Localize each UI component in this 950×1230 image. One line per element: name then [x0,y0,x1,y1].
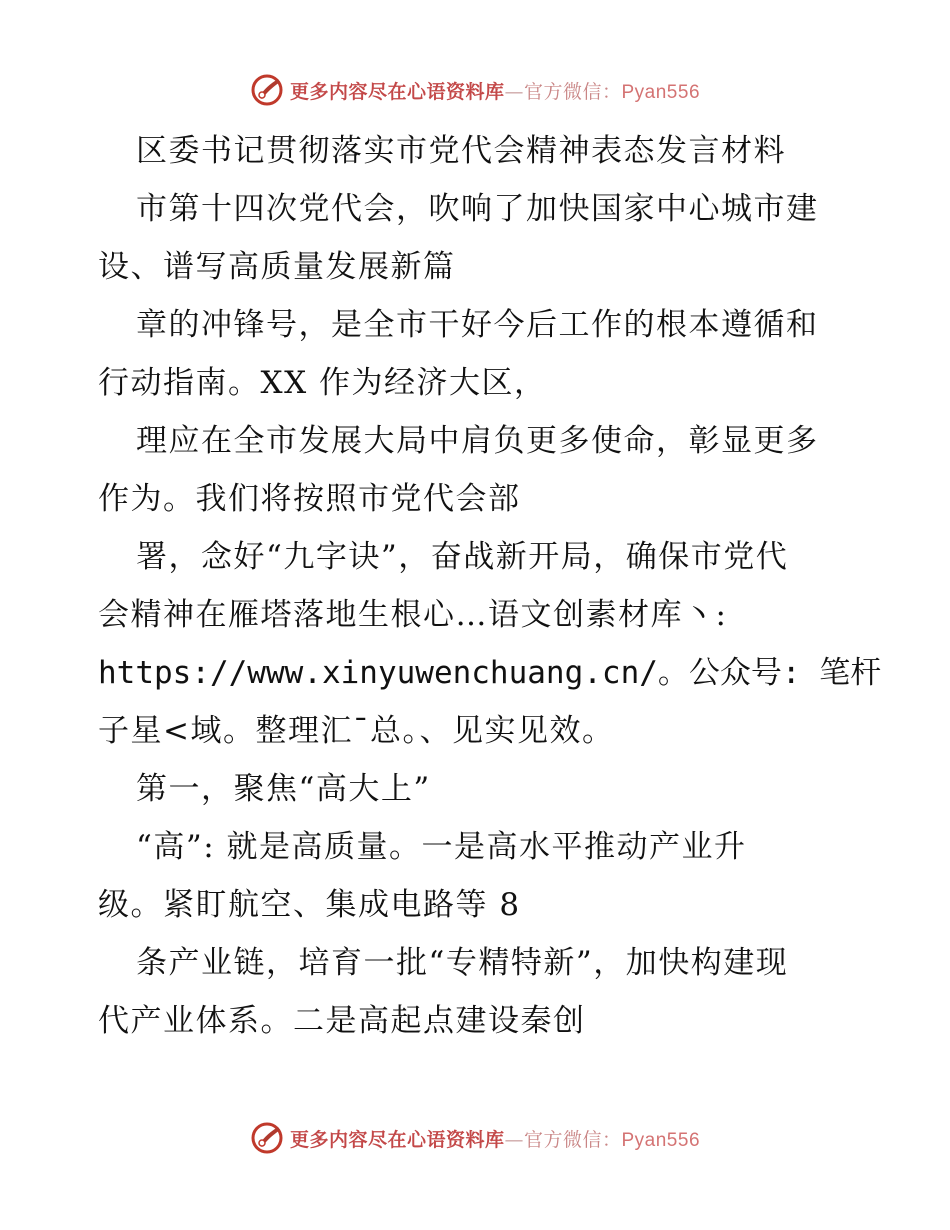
paragraph-line: 代产业体系。二是高起点建设秦创 [98,1003,586,1039]
section-heading: 第一，聚焦“高大上” [136,771,431,807]
paragraph-line: “高”: 就是高质量。一是高水平推动产业升 [136,829,747,865]
paragraph-line: 市第十四次党代会，吹响了加快国家中心城市建 [136,191,819,227]
paragraph-line: 章的冲锋号，是全市干好今后工作的根本遵循和 [136,307,819,343]
footer-banner-text [290,1125,700,1152]
url-line: https://www.xinyuwenchuang.cn/。公众号: 笔杆 [98,655,882,691]
header-brand: 更多内容尽在心语资料库 [289,80,505,103]
footer-wechat-id: Pyan556 [621,1129,701,1151]
footer-wechat-label: 官方微信： [523,1128,622,1151]
paragraph-line: 设、谱写高质量发展新篇 [98,249,456,285]
footer-brand: 更多内容尽在心语资料库 [289,1128,505,1151]
paragraph-line: 级。紧盯航空、集成电路等 8 [98,887,521,923]
paragraph-line: 作为。我们将按照市党代会部 [98,481,521,517]
brush-logo-icon [250,73,284,107]
header-wechat-label: 官方微信： [523,80,622,103]
header-banner [0,70,950,110]
footer-banner [0,1118,950,1158]
brush-logo-icon [250,1121,284,1155]
paragraph-line: 理应在全市发展大局中肩负更多使命，彰显更多 [136,423,819,459]
paragraph-line: 子星<域。整理汇¯总。、见实见效。 [98,713,615,749]
paragraph-line: 会精神在雁塔落地生根心…语文创素材库丶: [98,597,728,633]
document-body [98,122,882,1050]
header-banner-text [290,77,700,104]
paragraph-line: 条产业链，培育一批“专精特新”，加快构建现 [136,945,789,981]
document-title: 区委书记贯彻落实市党代会精神表态发言材料 [136,133,786,169]
paragraph-line: 行动指南。XX 作为经济大区， [98,365,547,401]
footer-separator: — [504,1128,524,1151]
paragraph-line: 署，念好“九字诀”，奋战新开局，确保市党代 [136,539,789,575]
header-wechat-id: Pyan556 [621,81,701,103]
header-separator: — [504,80,524,103]
